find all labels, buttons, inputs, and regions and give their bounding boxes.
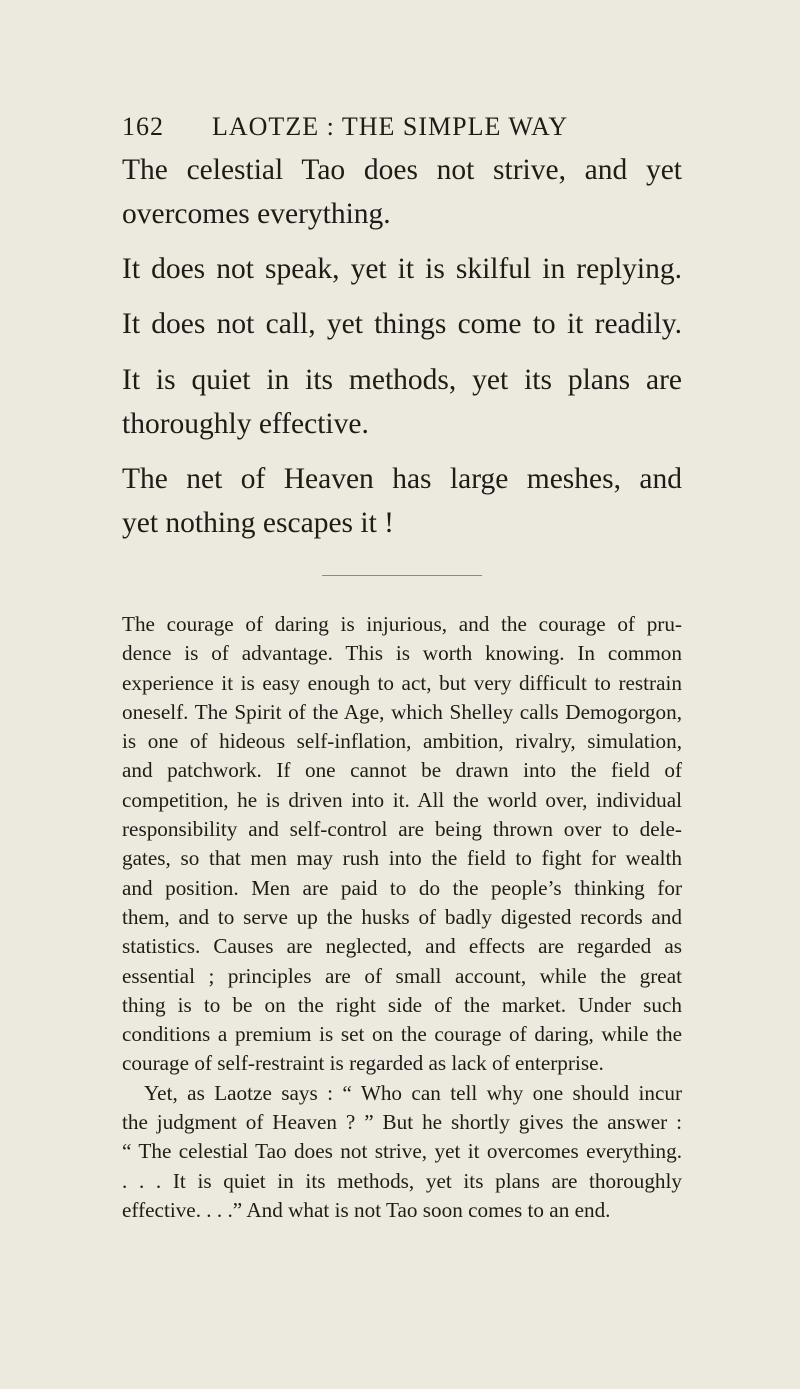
verse-line: It does not speak, yet it is skilful in replying. bbox=[122, 253, 682, 285]
verse-line: It does not call, yet things come to it readily. bbox=[122, 308, 682, 340]
commentary-line: oneself. The Spirit of the Age, which Shelley calls Demogorgon, bbox=[122, 699, 682, 724]
verse-line: yet nothing escapes it ! bbox=[122, 507, 394, 539]
verse-stanza-1 bbox=[122, 148, 682, 236]
verse-stanza-4 bbox=[122, 358, 682, 446]
commentary-line: “ The celestial Tao does not strive, yet it overcomes everything. bbox=[122, 1139, 682, 1164]
page-header bbox=[122, 112, 682, 144]
section-divider bbox=[322, 575, 482, 576]
commentary-line: statistics. Causes are neglected, and effects are regarded as bbox=[122, 934, 682, 959]
page-number: 162 bbox=[122, 112, 164, 141]
verse-line: overcomes everything. bbox=[122, 198, 391, 230]
commentary-line: responsibility and self-control are being thrown over to dele- bbox=[122, 817, 682, 842]
commentary-line: Yet, as Laotze says : “ Who can tell why one should incur bbox=[144, 1080, 682, 1105]
commentary-line: courage of self-restraint is regarded as lack of enterprise. bbox=[122, 1051, 604, 1076]
commentary-line: experience it is easy enough to act, but very difficult to restrain bbox=[122, 670, 682, 695]
verse-line: It is quiet in its methods, yet its plans are bbox=[122, 364, 682, 396]
commentary-text bbox=[122, 610, 682, 1225]
verse-line: The celestial Tao does not strive, and yet bbox=[122, 154, 682, 186]
commentary-line: and position. Men are paid to do the people’s thinking for bbox=[122, 875, 682, 900]
commentary-line: is one of hideous self-inflation, ambition, rivalry, simulation, bbox=[122, 729, 682, 754]
commentary-line: them, and to serve up the husks of badly digested records and bbox=[122, 904, 682, 929]
commentary-line: effective. . . .” And what is not Tao soon comes to an end. bbox=[122, 1197, 611, 1222]
commentary-line: gates, so that men may rush into the field to fight for wealth bbox=[122, 846, 682, 871]
commentary-line: and patchwork. If one cannot be drawn into the field of bbox=[122, 758, 682, 783]
commentary-line: competition, he is driven into it. All the world over, individual bbox=[122, 787, 682, 812]
commentary-line: thing is to be on the right side of the market. Under such bbox=[122, 992, 682, 1017]
verse-line: thoroughly effective. bbox=[122, 408, 369, 440]
running-head: LAOTZE : THE SIMPLE WAY bbox=[212, 112, 569, 141]
verse-stanza-3 bbox=[122, 302, 682, 346]
verse-stanza-2 bbox=[122, 247, 682, 291]
commentary-line: the judgment of Heaven ? ” But he shortly gives the answer : bbox=[122, 1110, 682, 1135]
verse-stanza-5 bbox=[122, 457, 682, 545]
commentary-line: . . . It is quiet in its methods, yet its plans are thoroughly bbox=[122, 1168, 682, 1193]
commentary-line: dence is of advantage. This is worth knowing. In common bbox=[122, 641, 682, 666]
commentary-line: essential ; principles are of small account, while the great bbox=[122, 963, 682, 988]
commentary-line: conditions a premium is set on the courage of daring, while the bbox=[122, 1022, 682, 1047]
verse-line: The net of Heaven has large meshes, and bbox=[122, 463, 682, 495]
commentary-line: The courage of daring is injurious, and the courage of pru- bbox=[122, 612, 682, 636]
